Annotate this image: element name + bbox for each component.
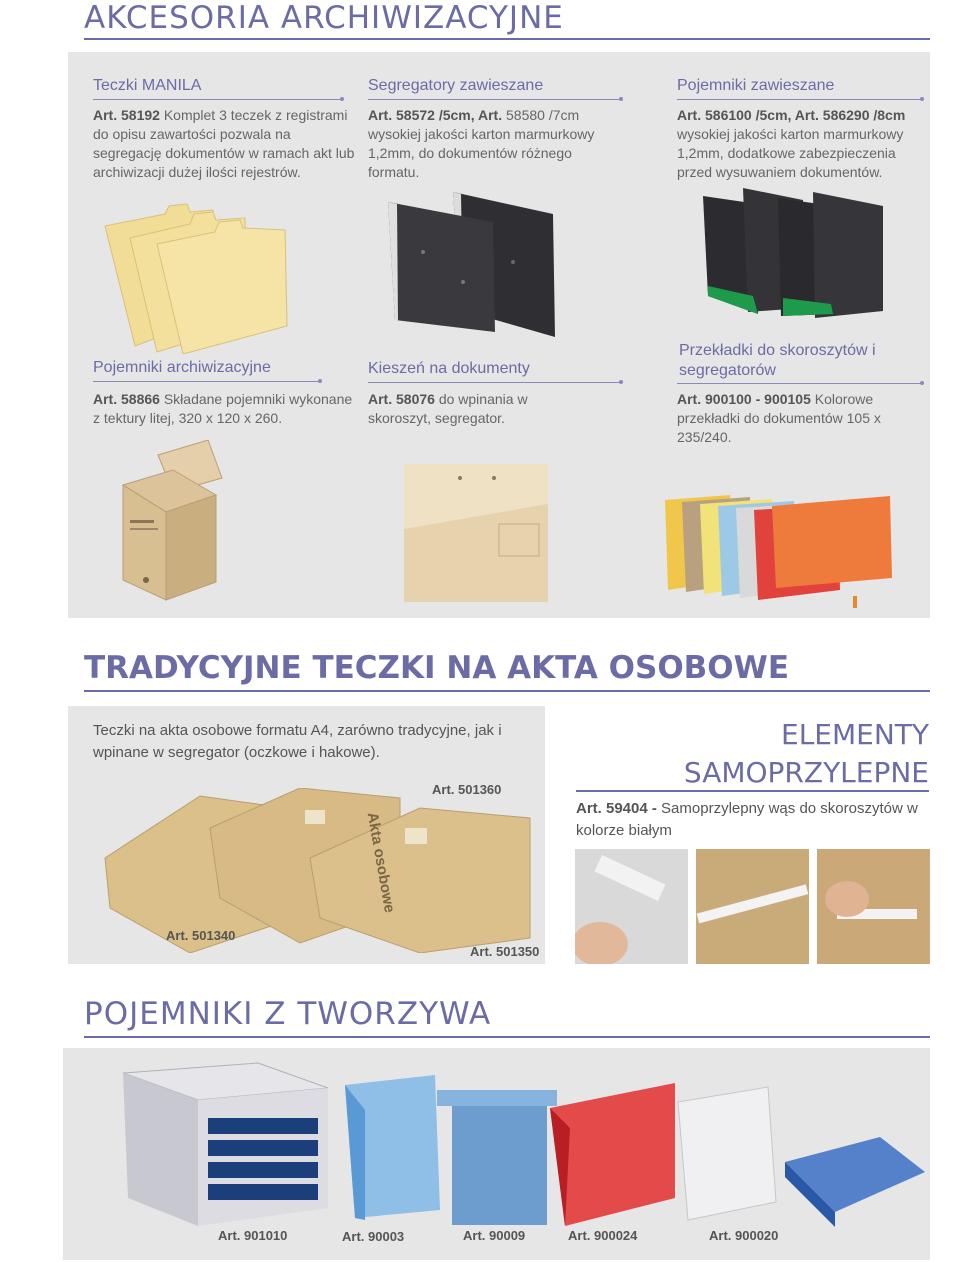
- subtitle-rule-dot: [920, 381, 924, 385]
- product-desc-przekladki: Art. 900100 - 900105 Kolorowe przekładki do dokumentów 105 x 235/240.: [677, 391, 881, 445]
- clear-file-box-image: [668, 1082, 780, 1222]
- hanging-binders-image: [383, 192, 563, 340]
- subtitle-rule: [368, 99, 620, 100]
- product-desc-manila: Art. 58192 Komplet 3 teczek z registrami do opisu zawartości pozwala na segregację dokumentów w ramach akt lub archiwizacji dużej ilości rejestrów.: [93, 107, 355, 180]
- art-label-90003: Art. 90003: [342, 1229, 405, 1244]
- heading-rule: [84, 38, 930, 40]
- heading-rule: [84, 690, 930, 692]
- dividers-image: [660, 470, 900, 615]
- product-title-manila: Teczki MANILA: [93, 77, 202, 94]
- hanging-file-box-image: [437, 1080, 557, 1230]
- subtitle-rule: [677, 99, 921, 100]
- product-title-pojemniki-zawieszane: Pojemniki zawieszane: [677, 77, 835, 94]
- folder-print-text: Akta osobowe: [363, 810, 399, 915]
- product-desc-kieszen: Art. 58076 do wpinania w skoroszyt, segregator.: [368, 391, 528, 426]
- archive-box-image: [118, 440, 226, 605]
- strip-photo-1: [575, 849, 688, 964]
- art-label-90009: Art. 90009: [463, 1228, 526, 1243]
- art-label-901010: Art. 901010: [218, 1228, 288, 1243]
- strip-photo-2: [696, 849, 809, 964]
- letter-tray-image: [780, 1132, 930, 1227]
- red-file-box-image: [545, 1078, 680, 1228]
- elements-desc: Art. 59404 - Samoprzylepny wąs do skoroszytów w kolorze białym: [576, 800, 918, 839]
- product-desc-segregatory: Art. 58572 /5cm, Art. 58580 /7cm wysokiej jakości karton marmurkowy 1,2mm, do dokumentów różnego formatu.: [368, 107, 595, 180]
- subtitle-rule-dot: [619, 97, 623, 101]
- akta-intro: Teczki na akta osobowe formatu A4, zarówno tradycyjne, jak i wpinane w segregator (oczkowe i hakowe).: [93, 722, 502, 761]
- subtitle-rule: [93, 381, 319, 382]
- subtitle-rule: [677, 383, 921, 384]
- art-label-900020: Art. 900020: [709, 1228, 779, 1243]
- section-heading-akcesoria: AKCESORIA ARCHIWIZACYJNE: [84, 0, 564, 36]
- subtitle-rule-dot: [318, 379, 322, 383]
- subtitle-rule-dot: [340, 97, 344, 101]
- document-pocket-image: [404, 464, 548, 602]
- product-title-kieszen: Kieszeń na dokumenty: [368, 360, 530, 377]
- art-label-501340: Art. 501340: [166, 928, 236, 943]
- subtitle-rule-dot: [619, 380, 623, 384]
- subtitle-rule: [93, 99, 341, 100]
- drawer-cabinet-image: [118, 1058, 333, 1228]
- product-title-pojemniki-archiwizacyjne: Pojemniki archiwizacyjne: [93, 359, 271, 376]
- blue-file-box-image: [335, 1070, 445, 1220]
- product-desc-pojemniki-archiwizacyjne: Art. 58866 Składane pojemniki wykonane z tektury litej, 320 x 120 x 260.: [93, 391, 353, 426]
- art-label-501360: Art. 501360: [432, 782, 502, 797]
- hanging-containers-image: [703, 186, 888, 321]
- strip-photo-3: [817, 849, 930, 964]
- section-heading-akta: TRADYCYJNE TECZKI NA AKTA OSOBOWE: [84, 650, 790, 686]
- subtitle-rule: [368, 382, 620, 383]
- product-title-przekladki: Przekładki do skoroszytów i segregatorów: [679, 342, 876, 379]
- product-title-segregatory: Segregatory zawieszane: [368, 77, 544, 94]
- section-heading-tworzywa: POJEMNIKI Z TWORZYWA: [84, 996, 492, 1032]
- elements-heading: ELEMENTY SAMOPRZYLEPNE: [683, 718, 929, 789]
- heading-rule: [576, 790, 929, 792]
- heading-rule: [84, 1036, 930, 1038]
- subtitle-rule-dot: [920, 97, 924, 101]
- art-label-501350: Art. 501350: [470, 944, 540, 959]
- product-desc-pojemniki-zawieszane: Art. 586100 /5cm, Art. 586290 /8cm wysokiej jakości karton marmurkowy 1,2mm, dodatkowe zabezpieczenia przed wysuwaniem dokumentów.: [677, 107, 906, 180]
- manila-folders-image: [95, 196, 300, 354]
- art-label-900024: Art. 900024: [568, 1228, 638, 1243]
